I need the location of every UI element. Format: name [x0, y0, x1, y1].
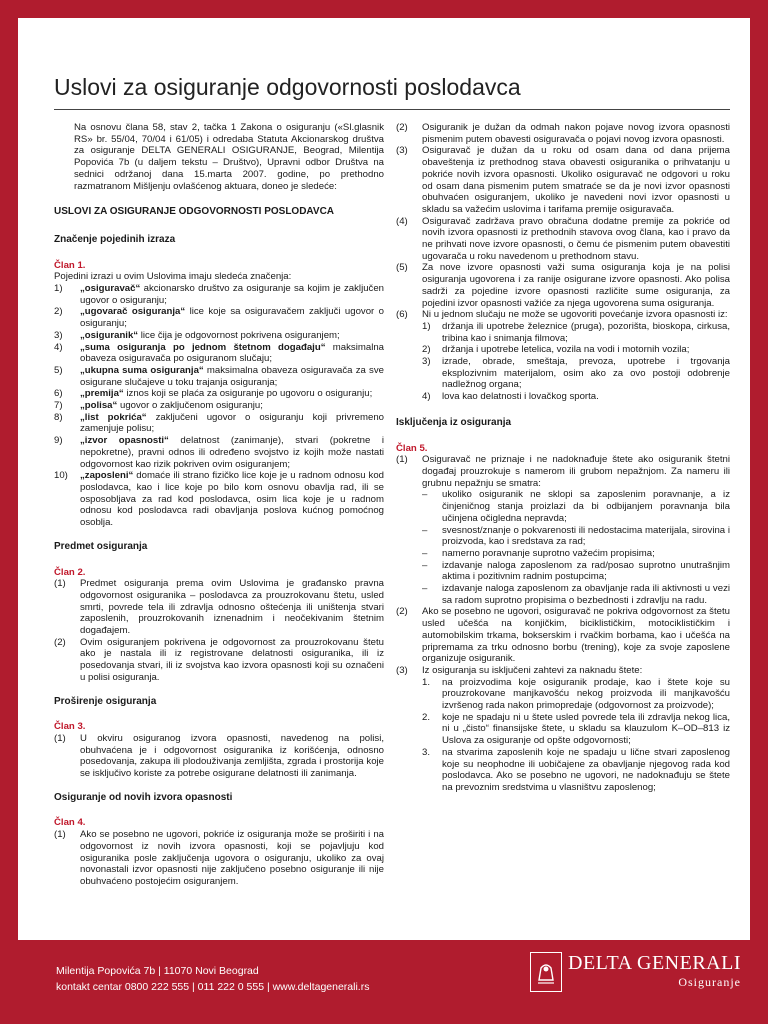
list-item: (3) Osiguravač je dužan da u roku od osam dana od dana prijema obaveštenja iz prethodnog stava obavesti osiguranika o prihvatanju u pokriće novih izvora opasnosti. Ukoliko osiguravač ne odgovori u roku od osam dana pismenim putem smatraće se da je novi izvor opasnosti obuhvaćen osiguranjem, ukoliko je navedeni novi izvor opasnosti u skladu sa važećim uslovima i tarifama premije osiguravača.	[396, 145, 730, 215]
clan-4-label: Član 4.	[54, 817, 86, 829]
term: „ugovarač osiguranja“	[80, 306, 186, 318]
list-item: 6) „premija“ iznos koji se plaća za osiguranje po ugovoru o osiguranju;	[54, 388, 373, 400]
clan-2-list	[54, 578, 384, 683]
intro-paragraph: Na osnovu člana 58, stav 2, tačka 1 Zakona o osiguranju («Sl.glasnik RS» br. 55/04, 70/04 i 61/05) i odredaba Statuta Akcionarskog društva za osiguranje DELTA GENERALI OSIGURANJE, Beograd, Milentija Popovića 7b (u daljem tekstu – Društvo), Upravni odbor Društva na sednici održanoj dana 15.marta 2007. godine, po prethodno razmatranom Mišljenju ovlašćenog aktuara, doneo je sledeće:	[74, 122, 384, 192]
definition: domaće ili strano fizičko lice koje je u radnom odnosu kod poslodavca, kao i lice koje po bilo kom osnovu obavlja rad, ili se osposobljava za rad kod poslodavca, osim lica koje je u radnom odnosu kod poslodavca radi obavljanja poslova kućnog pomoćnog osoblja.	[80, 470, 384, 529]
heading-prosirenje: Proširenje osiguranja	[54, 695, 157, 707]
list-item: (1) Predmet osiguranja prema ovim Uslovima je građansko pravna odgovornost osiguranika – poslodavca za prouzrokovanu štetu, usled smrti, povrede tela ili zdravlja odnosno oštećenja ili uništenja stvari zaposlenih, prouzrokovanih iznenadnim i neočekivanim štetnim događajem.	[54, 578, 384, 637]
list-item: 2) „ugovarač osiguranja“ lice koje sa osiguravačem zaključi ugovor o osiguranju;	[54, 306, 384, 330]
dash-item: – izdavanje naloga zaposlenom za obavljanje rada ili aktivnosti u vezi sa radom suprotno propisima o bezbednosti i zdravlju na radu.	[422, 583, 730, 606]
section-title: USLOVI ZA OSIGURANJE ODGOVORNOSTI POSLODAVCA	[54, 206, 335, 218]
clan-5-sublist-3	[422, 677, 730, 794]
heading-iskljucenja: Isključenja iz osiguranja	[396, 416, 512, 428]
clan-3-label: Član 3.	[54, 721, 86, 733]
definition: akcionarsko društvo za osiguranje sa kojim je zaključen ugovor o osiguranju;	[80, 283, 384, 306]
term: „ukupna suma osiguranja“	[80, 364, 204, 376]
clan-1-label: Član 1.	[54, 259, 86, 271]
sublist-item: 2. koje ne spadaju ni u štete usled povrede tela ili zdravlja nekog lica, ni u „čisto“ finansijske štete, u skladu sa klauzulom K–OD–813 iz Uslova za osiguranje od opšte odgovornosti;	[422, 711, 730, 747]
list-item: 4) „suma osiguranja po jednom štetnom događaju“ maksimalna obaveza osiguravača po osiguranom slučaju;	[54, 341, 384, 365]
page-title: Uslovi za osiguranje odgovornosti poslodavca	[54, 74, 730, 110]
clan-4-sublist	[422, 321, 730, 403]
footer-contact	[56, 963, 369, 995]
definition: ugovor o zaključenom osiguranju;	[117, 400, 263, 412]
heading-predmet: Predmet osiguranja	[54, 540, 148, 552]
sublist-item: 4) lova kao delatnosti i lovačkog sporta.	[422, 391, 599, 403]
definition: lice koje sa osiguravačem zaključi ugovor o osiguranju;	[80, 306, 384, 330]
list-item: (2) Ovim osiguranjem pokrivena je odgovornost za prouzrokovanu štetu ako je nastala ili iz registrovane delatnosti osiguranika, ili iz posedovanja stvari, ili iz svojstva kao izvora opasnosti koji su označeni u polisi osiguranja.	[54, 636, 384, 683]
list-item: (1) Ako se posebno ne ugovori, pokriće iz osiguranja može se proširiti i na odgovornost iz novih izvora opasnosti, koji se pojavljuju kod osiguranika posle zaključenja ugovora o osiguranju, ukoliko za ovaj novonastali izvor opasnosti nije zaključeno posebno osiguranje ili nije obuhvaćeno postojećim osiguranjem.	[54, 829, 384, 887]
sublist-item: 3. na stvarima zaposlenih koje ne spadaju u lične stvari zaposlenog koje su neophodne ili uobičajene za obavljanje njegovog rada kod poslodavca. Ako se posebno ne ugovori, ne nadoknađuju se štete na prevoznim sredstvima u vlasništvu zaposlenog;	[422, 746, 730, 793]
clan-3-list	[54, 733, 384, 780]
clan-4-list-left	[54, 829, 384, 888]
definition: maksimalna obaveza osiguravača po osiguranom slučaju;	[80, 341, 384, 365]
logo-sub-text: Osiguranje	[678, 975, 741, 989]
sublist-item: 1. na proizvodima koje osiguranik prodaje, kao i štete koje su prouzrokovane manjkavošću nekog proizvoda ili manjkavošću izvršenog rada nakon primopredaje (odgovornost za proizvode);	[422, 676, 730, 712]
list-item: (1) U okviru osiguranog izvora opasnosti, navedenog na polisi, obuhvaćena je i odgovornost osiguranika iz korišćenja, odnosno posedovanja, zakupa ili plodouživanja zemljišta, zgrada i prostorija koje se isključivo koriste za potrebe osigurane delatnosti ili zanimanja.	[54, 732, 384, 780]
term: „premija“	[80, 388, 124, 400]
clan-5-paragraph-2: (2) Ako se posebno ne ugovori, osiguravač ne pokriva odgovornost za štetu usled učešća na konjičkim, biciklističkim, motociklističkim i automobilskim trkama, bokserskim i rvačkim borbama, kao i učešća na pripremama za trku odnosno borbu (trening), koje za svoje zaposlene organizuje osiguranik.	[396, 606, 730, 665]
list-item: 7) „polisa“ ugovor o zaključenom osiguranju;	[54, 400, 263, 412]
heading-znacenje: Značenje pojedinih izraza	[54, 233, 176, 245]
sublist-item: 3) izrade, obrade, smeštaja, prevoza, upotrebe i trgovanja eksplozivnim materijalom, osim ako za ovo postoji odobrenje nadležnog organa;	[422, 356, 730, 391]
definition: zaključeni ugovor o osiguranju koji privremeno zamenjuje polisu;	[80, 411, 384, 435]
definition: maksimalna obaveza osiguravača za sve osigurane slučajeve u toku trajanja osiguranja;	[80, 364, 384, 388]
clan-1-intro: Pojedini izrazi u ovim Uslovima imaju sledeća značenja:	[54, 271, 292, 283]
list-item: (6) Ni u jednom slučaju ne može se ugovoriti povećanje izvora opasnosti iz:	[396, 309, 728, 321]
definition: lice čija je odgovornost pokrivena osiguranjem;	[138, 329, 340, 341]
dash-item: – namerno poravnanje suprotno važećim propisima;	[422, 547, 655, 559]
list-item: 8) „list pokrića“ zaključeni ugovor o osiguranju koji privremeno zamenjuje polisu;	[54, 411, 384, 435]
lion-emblem-icon	[530, 952, 562, 992]
list-item: (2) Osiguranik je dužan da odmah nakon pojave novog izvora opasnosti pismenim putem obavesti osiguravača o pojavi novog izvora opasnosti.	[396, 122, 730, 145]
sublist-item: 2) držanja i upotrebe letelica, vozila na vodi i motornih vozila;	[422, 344, 690, 356]
term: „osiguranik“	[80, 329, 139, 341]
dash-item: – izdavanje naloga zaposlenom za rad/posao suprotno unutrašnjim aktima i pozitivnim radnim postupcima;	[422, 559, 730, 583]
definition: iznos koji se plaća za osiguranje po ugovoru o osiguranju;	[123, 388, 373, 400]
term: „list pokrića“	[80, 411, 147, 423]
dash-item: – ukoliko osiguranik ne sklopi sa zaposlenim poravnanje, a iz činjeničnog stanja proizlazi da bi odbijanjem poravnanja bila učinjena očigledna nepravda;	[422, 489, 730, 524]
delta-generali-logo	[530, 952, 741, 992]
footer-contact-line: kontakt centar 0800 222 555 | 011 222 0 555 | www.deltagenerali.rs	[56, 981, 370, 993]
term: „polisa“	[80, 400, 118, 412]
heading-novi: Osiguranje od novih izvora opasnosti	[54, 791, 233, 803]
list-item: 5) „ukupna suma osiguranja“ maksimalna obaveza osiguravača za sve osigurane slučajeve u toku trajanja osiguranja;	[54, 364, 384, 388]
clan-5-label: Član 5.	[396, 442, 428, 454]
document-page	[18, 18, 750, 940]
term: „izvor opasnosti“	[80, 435, 169, 447]
list-item: 3) „osiguranik“ lice čija je odgovornost pokrivena osiguranjem;	[54, 329, 340, 341]
clan-1-list	[54, 283, 384, 529]
list-item: 9) „izvor opasnosti“ delatnost (zanimanje), stvari (pokretne i nepokretne), pravni odnos ili određeno svojstvo iz kojih može nastati odgovornost kao rizik pokriven ovim osiguranjem;	[54, 435, 384, 470]
term: „zaposleni“	[80, 470, 134, 482]
logo-brand-text: DELTA GENERALI	[568, 952, 741, 974]
list-item: 1) „osiguravač“ akcionarsko društvo za osiguranje sa kojim je zaključen ugovor o osiguranju;	[54, 283, 384, 306]
sublist-item: 1) držanja ili upotrebe železnice (pruga), pozorišta, bioskopa, cirkusa, tribina kao i snimanja filmova;	[422, 320, 730, 344]
list-item: (5) Za nove izvore opasnosti važi suma osiguranja koja je na polisi osiguranja ugovorena i za ranije osigurane izvore opasnosti. Ako polisa sadrži za pojedine izvore opasnosti različite sume osiguranja, za pojedini izvor opasnosti važiće za njega ugovorena suma osiguranja.	[396, 262, 730, 309]
term: „suma osiguranja po jednom štetnom događaju“	[80, 341, 326, 353]
clan-5-paragraph-1: (1) Osiguravač ne priznaje i ne nadoknađuje štete ako osiguranik štetni događaj prouzrokuje s namerom ili grubom nepažnjom. Za nameru ili grubnu nepažnju se smatra:	[396, 454, 730, 489]
left-column	[54, 122, 384, 888]
clan-5-dash-list	[422, 489, 730, 606]
clan-2-label: Član 2.	[54, 566, 86, 578]
definition: delatnost (zanimanje), stvari (pokretne i nepokretne), pravni odnos ili određeno svojstvo iz kojih može nastati odgovornost kao rizik pokriven ovim osiguranjem;	[80, 435, 384, 470]
clan-4-list-right	[396, 122, 730, 321]
term: „osiguravač“	[80, 283, 141, 295]
dash-item: – svesnost/znanje o pokvarenosti ili nedostacima materijala, sirovina i proizvoda, kao i sredstava za rad;	[422, 524, 730, 548]
right-column	[396, 122, 730, 794]
list-item: 10) „zaposleni“ domaće ili strano fizičko lice koje je u radnom odnosu kod poslodavca, kao i lice koje po bilo kom osnovu obavlja rad, ili se osposobljava za rad kod poslodavca, osim lica koje je u radnom odnosu kod poslodavca radi obavljanja poslova kućnog pomoćnog osoblja.	[54, 470, 384, 529]
clan-5-paragraph-3: (3) Iz osiguranja su isključeni zahtevi za naknadu štete:	[396, 664, 643, 676]
list-item: (4) Osiguravač zadržava pravo obračuna dodatne premije za pokriće od novih izvora opasnosti iz prethodnih stavova ovog člana, kao i pravo da ne prihvati nove izvore opasnosti, o čemu će pismenim putem obavestiti ugovarača u roku navedenom u prethodnom stavu.	[396, 215, 730, 262]
footer-address: Milentija Popovića 7b | 11070 Novi Beograd	[56, 965, 259, 977]
